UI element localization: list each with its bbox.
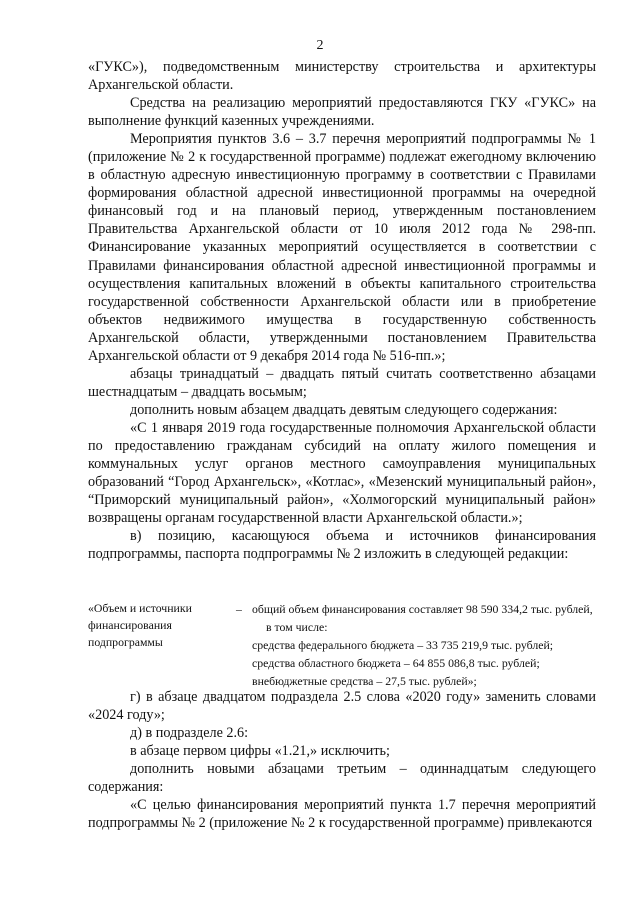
paragraph: «С 1 января 2019 года государственные полномочия Архангельской области по предоставлению гражданам субсидий на оплату жилого помещения и коммунальных услуг органов местного самоуправления муниципальных образований “Город Архангельск», «Котлас», «Мезенский муниципальный район», “Приморский муниципальный район», «Холмогорский муниципальный район» возвращены органам государственной власти Архангельской области.»; <box>88 419 596 527</box>
paragraph: д) в подразделе 2.6: <box>130 725 249 742</box>
passport-line-total: общий объем финансирования составляет 98 590 334,2 тыс. рублей, в том числе: <box>252 602 593 634</box>
paragraph: в абзаце первом цифры «1.21,» исключить; <box>130 743 390 760</box>
paragraph: дополнить новыми абзацами третьим – одиннадцатым следующего содержания: <box>88 761 596 796</box>
paragraph: абзацы тринадцатый – двадцать пятый считать соответственно абзацами шестнадцатым – двадцать восьмым; <box>88 365 596 400</box>
paragraph: г) в абзаце двадцатом подраздела 2.5 слова «2020 году» заменить словами «2024 году»; <box>88 689 596 724</box>
paragraph: Средства на реализацию мероприятий предоставляются ГКУ «ГУКС» на выполнение функций казенных учреждениями. <box>88 95 596 130</box>
passport-line-extrabudget: внебюджетные средства – 27,5 тыс. рублей»; <box>252 674 477 688</box>
passport-line-federal: средства федерального бюджета – 33 735 219,9 тыс. рублей; <box>252 638 554 652</box>
passport-values <box>252 600 596 690</box>
passport-dash: – <box>236 602 242 616</box>
paragraph: «С целью финансирования мероприятий пункта 1.7 перечня мероприятий подпрограммы № 2 (приложение № 2 к государственной программе) привлекаются <box>88 797 596 832</box>
body-text-bottom <box>88 688 596 832</box>
paragraph: дополнить новым абзацем двадцать девятым следующего содержания: <box>130 401 558 418</box>
passport-line-regional: средства областного бюджета – 64 855 086,8 тыс. рублей; <box>252 656 540 670</box>
passport-table <box>88 600 596 690</box>
paragraph: «ГУКС»), подведомственным министерству строительства и архитектуры Архангельской области. <box>88 59 596 94</box>
passport-label: «Объем и источники финансирования подпрограммы <box>88 601 192 649</box>
body-text-top <box>88 58 596 563</box>
paragraph: Мероприятия пунктов 3.6 – 3.7 перечня мероприятий подпрограммы № 1 (приложение № 2 к государственной программе) подлежат ежегодному включению в областную адресную инвестиционную программу в соответствии с Правилами формирования областной адресной инвестиционной программы на очередной финансовый год и на плановый период, утвержденным постановлением Правительства Архангельской области от 10 июля 2012 года № 298-пп. Финансирование указанных мероприятий осуществляется в соответствии с Правилами финансирования областной адресной инвестиционной программы и осуществления капитальных вложений в объекты капитального строительства государственной собственности Архангельской области или в приобретение объектов недвижимого имущества в государственную собственность Архангельской области, утвержденными постановлением Правительства Архангельской области от 9 декабря 2014 года № 516-пп.»; <box>88 131 596 364</box>
page-number: 2 <box>316 38 324 53</box>
paragraph: в) позицию, касающуюся объема и источников финансирования подпрограммы, паспорта подпрограммы № 2 изложить в следующей редакции: <box>88 528 596 563</box>
